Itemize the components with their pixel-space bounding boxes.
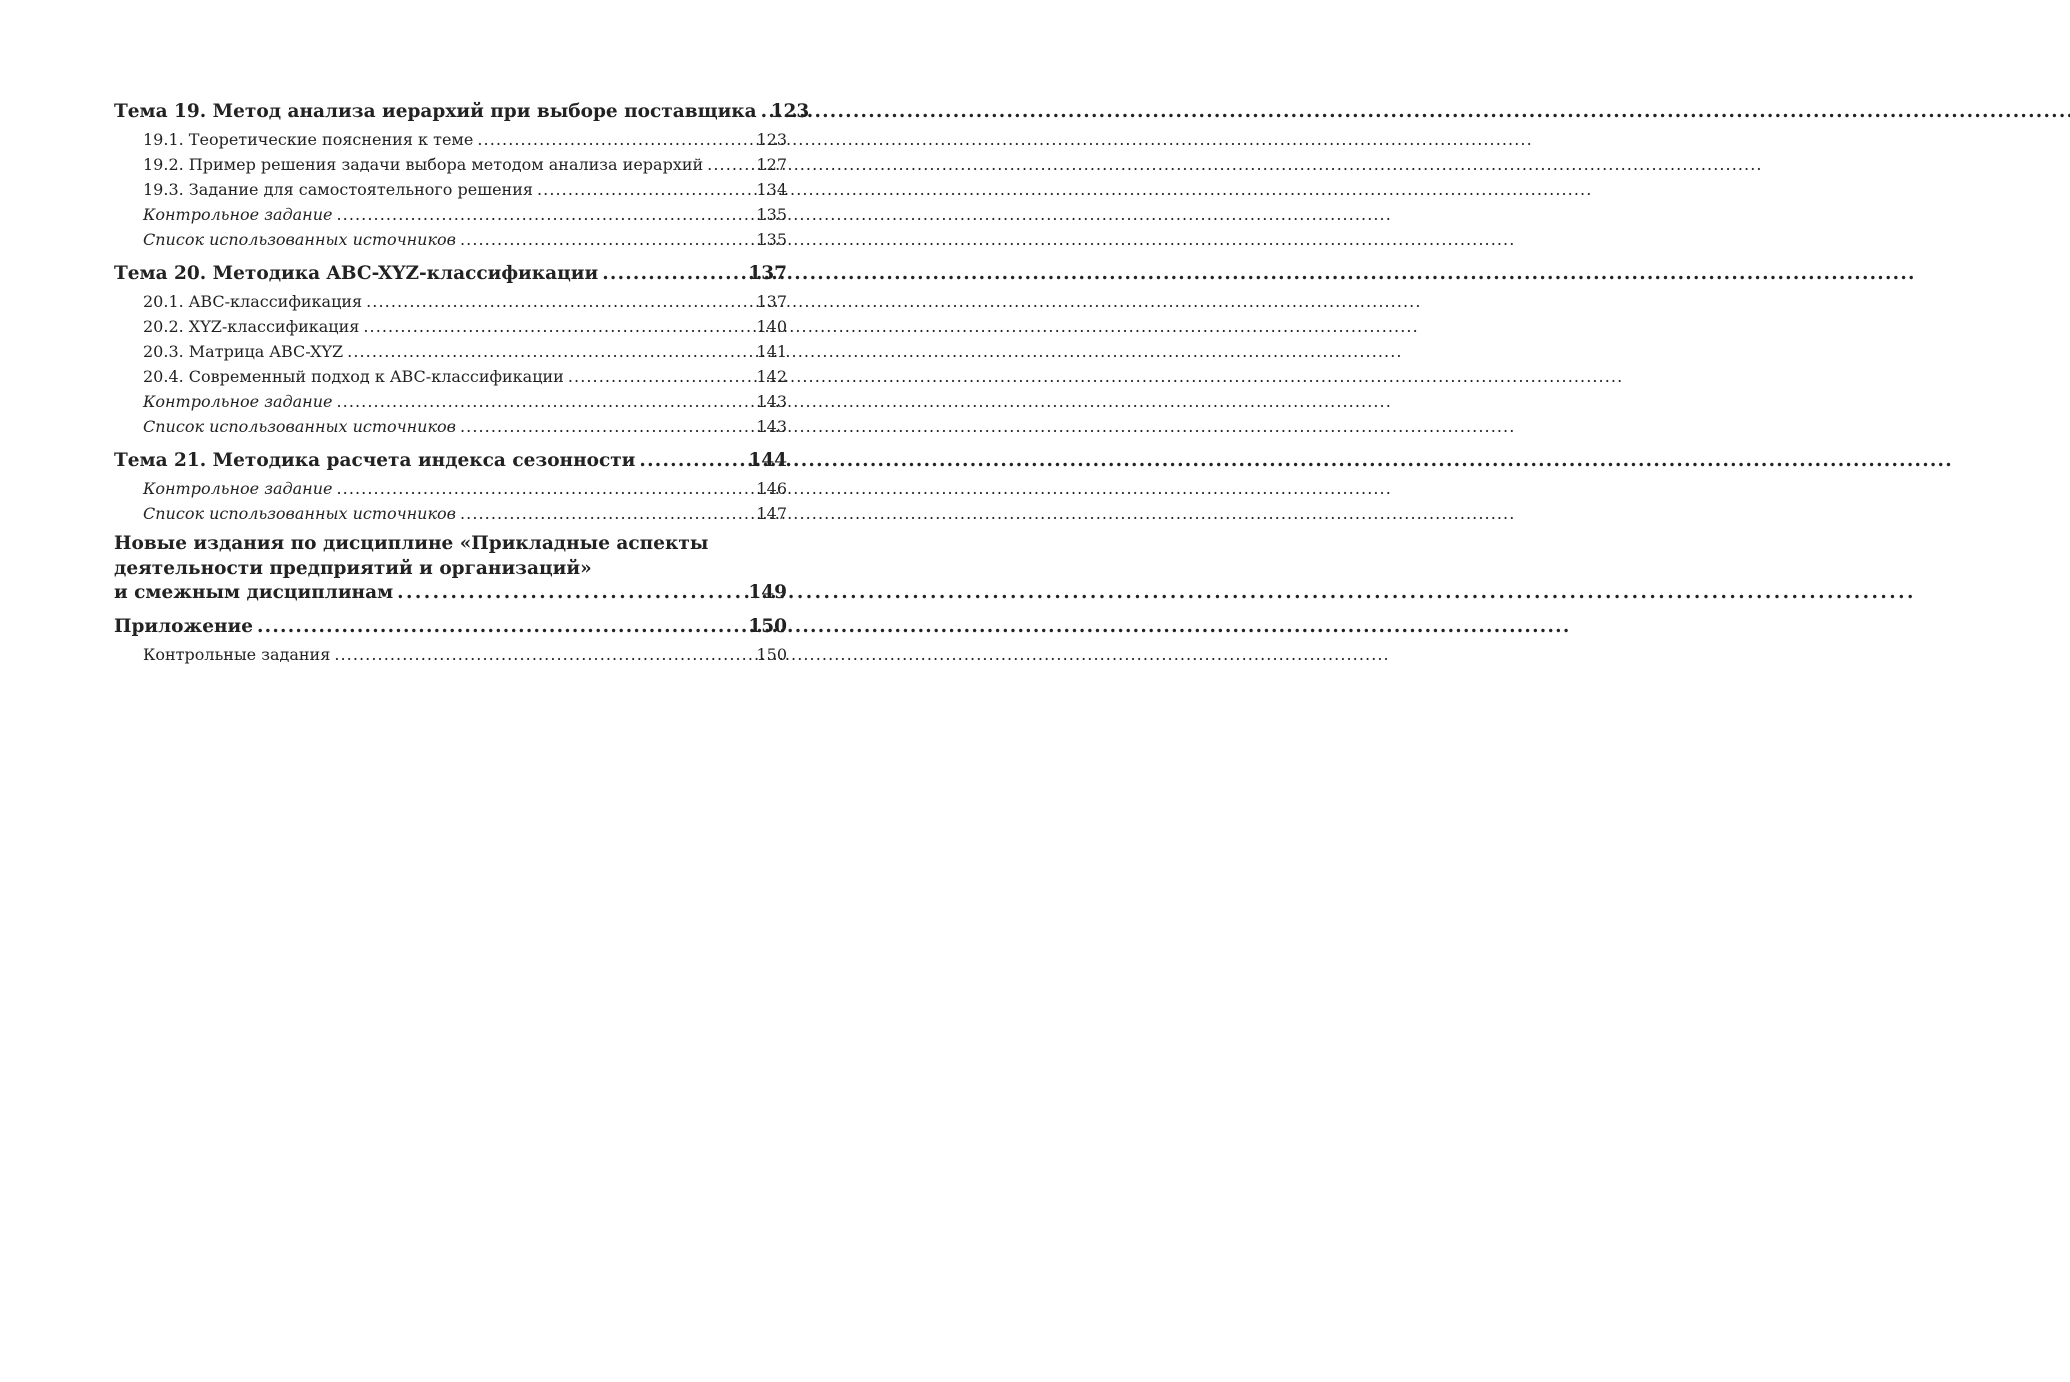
dot-leader bbox=[761, 97, 769, 127]
toc-page-number: 150 bbox=[748, 615, 787, 637]
dot-leader bbox=[460, 501, 754, 526]
dot-leader bbox=[347, 339, 754, 364]
toc-page-number: 135 bbox=[756, 230, 787, 249]
toc-page-number: 143 bbox=[756, 417, 787, 436]
toc-page-number: 134 bbox=[756, 180, 787, 199]
toc-entry-20-sources[interactable] bbox=[114, 414, 787, 439]
dot-leader bbox=[460, 227, 754, 252]
toc-page-number: 123 bbox=[756, 130, 787, 149]
dot-leader bbox=[334, 642, 754, 667]
toc-page-number: 137 bbox=[748, 263, 787, 284]
toc-title-line-1: Новые издания по дисциплине «Прикладные аспекты bbox=[114, 533, 709, 554]
toc-page-number: 137 bbox=[756, 292, 787, 311]
toc-title: Контрольное задание bbox=[143, 479, 333, 498]
toc-title: Контрольное задание bbox=[143, 205, 333, 224]
toc-title-line-3: и смежным дисциплинам bbox=[114, 582, 394, 603]
toc-title: 19.1. Теоретические пояснения к теме bbox=[143, 130, 474, 149]
dot-leader bbox=[707, 152, 754, 177]
toc-entry-20-4[interactable] bbox=[114, 364, 787, 389]
toc-title: Контрольные задания bbox=[143, 644, 331, 664]
dot-leader bbox=[336, 202, 754, 227]
toc-page-number: 143 bbox=[756, 392, 787, 411]
dot-leader bbox=[257, 612, 746, 642]
toc-entry-19-sources[interactable] bbox=[114, 227, 787, 252]
dot-leader bbox=[568, 364, 755, 389]
toc-title: 19.3. Задание для самостоятельного решения bbox=[143, 180, 533, 199]
table-of-contents bbox=[114, 97, 810, 667]
toc-title: 20.1. ABC-классификация bbox=[143, 292, 363, 311]
toc-page-number: 146 bbox=[756, 479, 787, 498]
toc-page-number: 142 bbox=[756, 367, 787, 386]
toc-entry-19-1[interactable] bbox=[114, 127, 787, 152]
toc-entry-20-2[interactable] bbox=[114, 314, 787, 339]
toc-page-number: 150 bbox=[756, 644, 787, 664]
dot-leader bbox=[336, 476, 754, 501]
toc-entry-topic-20[interactable] bbox=[114, 259, 787, 289]
toc-entry-19-2[interactable] bbox=[114, 152, 787, 177]
toc-title-line-2: деятельности предприятий и организаций» bbox=[114, 557, 592, 579]
dot-leader bbox=[537, 177, 754, 202]
dot-leader bbox=[363, 314, 754, 339]
dot-leader bbox=[397, 581, 746, 606]
toc-page-number: 141 bbox=[756, 342, 787, 361]
toc-page-number: 127 bbox=[756, 155, 787, 174]
toc-title: Контрольное задание bbox=[143, 392, 333, 411]
toc-page-number: 144 bbox=[748, 450, 787, 471]
toc-page-number: 149 bbox=[748, 582, 787, 603]
toc-page-number: 123 bbox=[770, 101, 810, 122]
toc-title: Список использованных источников bbox=[143, 230, 456, 249]
toc-title: Список использованных источников bbox=[143, 504, 456, 523]
toc-entry-20-1[interactable] bbox=[114, 289, 787, 314]
dot-leader bbox=[336, 389, 754, 414]
toc-title: Тема 21. Методика расчета индекса сезонности bbox=[114, 450, 636, 471]
dot-leader bbox=[639, 446, 746, 476]
toc-title: 19.2. Пример решения задачи выбора методом анализа иерархий bbox=[143, 155, 704, 174]
toc-page-number: 135 bbox=[756, 205, 787, 224]
toc-entry-21-control-task[interactable] bbox=[114, 476, 787, 501]
toc-page-number: 147 bbox=[756, 504, 787, 523]
toc-entry-19-control-task[interactable] bbox=[114, 202, 787, 227]
dot-leader bbox=[602, 259, 746, 289]
toc-entry-new-editions[interactable] bbox=[114, 532, 787, 606]
toc-title: Приложение bbox=[114, 615, 253, 637]
toc-page-number: 140 bbox=[756, 317, 787, 336]
toc-entry-20-control-task[interactable] bbox=[114, 389, 787, 414]
toc-title: 20.3. Матрица ABC-XYZ bbox=[143, 342, 344, 361]
toc-title: Список использованных источников bbox=[143, 417, 456, 436]
toc-title: 20.2. XYZ-классификация bbox=[143, 317, 360, 336]
toc-entry-20-3[interactable] bbox=[114, 339, 787, 364]
toc-title: 20.4. Современный подход к ABC-классификации bbox=[143, 367, 564, 386]
toc-entry-topic-21[interactable] bbox=[114, 446, 787, 476]
toc-entry-appendix-control-tasks[interactable] bbox=[114, 642, 787, 667]
toc-title: Тема 20. Методика ABC-XYZ-классификации bbox=[114, 263, 599, 284]
dot-leader bbox=[460, 414, 754, 439]
dot-leader bbox=[366, 289, 754, 314]
dot-leader bbox=[477, 127, 754, 152]
toc-entry-19-3[interactable] bbox=[114, 177, 787, 202]
toc-entry-topic-19[interactable] bbox=[114, 97, 810, 127]
toc-title: Тема 19. Метод анализа иерархий при выборе поставщика bbox=[114, 101, 757, 122]
toc-entry-21-sources[interactable] bbox=[114, 501, 787, 526]
toc-entry-appendix[interactable] bbox=[114, 612, 787, 642]
